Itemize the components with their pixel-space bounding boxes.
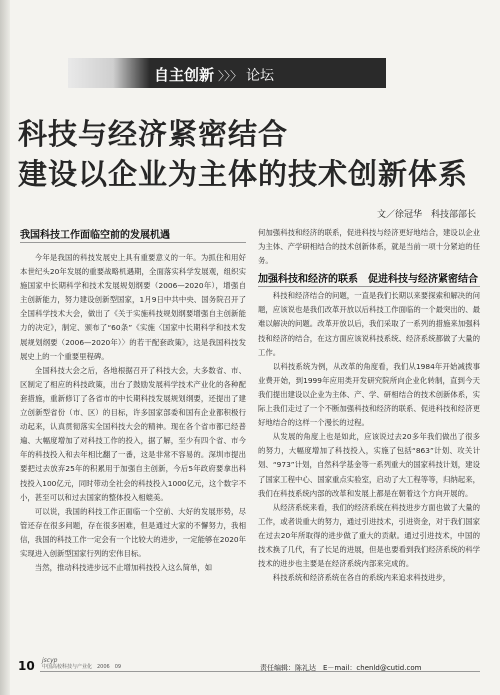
journal-name: 中国高校科技与产业化 2006 09 [42, 664, 122, 670]
byline: 文／徐冠华 科技部部长 [376, 210, 476, 220]
right-column [258, 226, 480, 585]
paragraph: 从发展的角度上也是如此，应该说过去20多年我们做出了很多的努力，大幅度增加了科技投入，实施了包括“863”计划、攻关计划、“973”计划，自然科学基金等一系列重大的国家科技计划，建设了国家工程中心、国家重点实验室，启动了大工程等等，归纳起来，我们在科技系统内部的改革和发展上都是在朝着这个方向开展的。 [258, 432, 480, 498]
editor-credit: 责任编辑：陈礼达 E－mail：chenld@cutid.com [260, 664, 422, 672]
paragraph: 以科技系统为例，从改革的角度看，我们从1984年开始减拨事业费开始，到1999年应用类开发研究院所向企业化转制，直到今天我们提出建设以企业为主体、产、学、研相结合的技术创新体系，实际上我们走过了一个不断加强科技和经济的联系、促进科技和经济更好地结合的这样一个漫长的过程。 [258, 361, 480, 428]
paragraph: 当然，推动科技进步远不止增加科技投入这么简单，如 [34, 563, 213, 573]
banner-column: 论坛 [246, 68, 275, 84]
paragraph: 科技系统和经济系统在各自的系统内来追求科技进步， [272, 573, 451, 583]
article-title-line-1: 科技与经济紧密结合 [18, 117, 289, 151]
journal-info [42, 657, 121, 671]
banner-separator: 〉〉〉 [218, 69, 243, 83]
journal-logo: jscyp [42, 657, 58, 664]
paragraph: 今年是我国的科技发展史上具有重要意义的一年。为抓住和用好本世纪头20年发展的重要战略机遇期，全面落实科学发展观，组织实施国家中长期科学和技术发展规划纲要（2006—2020年），增强自主创新能力，努力建设创新型国家，1月9日中共中央、国务院召开了全国科学技术大会，做出了《关于实施科技规划纲要增强自主创新能力的决定》，制定、颁布了“60条”《实施〈国家中长期科学和技术发展规划纲要（2006—2020年）〉的若干配套政策》，这是我国科技发展史上的一个重要里程碑。 [20, 253, 246, 361]
paragraph: 科技和经济结合的问题，一直是我们长期以来要探索和解决的问题，应该说也是我们改革开放以后科技工作面临的一个最突出的、最难以解决的问题。改革开放以后，我们采取了一系列的措施来加强科技和经济的结合，在这方面应该说科技系统、经济系统都做了大量的工作。 [258, 291, 480, 357]
article-title-line-2: 建设以企业为主体的技术创新体系 [18, 157, 469, 191]
right-section-heading: 加强科技和经济的联系 促进科技与经济紧密结合 [258, 270, 480, 287]
left-section-heading: 我国科技工作面临空前的发展机遇 [20, 226, 246, 243]
banner-text [154, 64, 274, 85]
banner-accent [68, 58, 150, 88]
paragraph: 从经济系统来看，我们的经济系统在科技进步方面也做了大量的工作，或者说重大的努力，通过引进技术，引进资金，对于我们国家在过去20年所取得的进步做了重大的贡献。通过引进技术，中国的技术换了几代，有了长足的进展，但是也要看到我们经济系统的科学技术的进步也主要是在经济系统内部来完成的。 [258, 502, 480, 569]
section-banner [68, 58, 386, 88]
paragraph: 全国科技大会之后，各地根据召开了科技大会，大多数省、市、区制定了相应的科技政策，出台了鼓励发展科学技术产业化的各种配套措施，重新修订了各省市的中长期科技发展规划纲要，还提出了建立创新型省份（市、区）的目标，许多国家部委和国有企业都积极行动起来，认真贯彻落实全国科技大会的精神。现在各个省市都已经普遍、大幅度增加了对科技工作的投入，据了解，至少有四个省、市今年的科技投入和去年相比翻了一番，这是非常不容易的。深圳市提出要把过去放弃25年的积累用于加强自主创新，今后5年政府要拿出科技投入100亿元，同时带动全社会的科技投入1000亿元，这个数字不小，甚至可以和过去国家的整体投入相媲美。 [20, 365, 246, 502]
left-column [20, 226, 246, 575]
paragraph: 可以说，我国的科技工作正面临一个空前、大好的发展形势，尽管还存在很多问题，存在很多困难，但是通过大家的不懈努力，我相信，我国的科技工作一定会有一个比较大的进步，一定能够在2020年实现进入创新型国家行列的宏伟目标。 [20, 506, 246, 558]
page-number: 10 [18, 659, 35, 673]
lead-paragraph: 何加强科技和经济的联系，促进科技与经济更好地结合，建设以企业为主体、产学研相结合的技术创新体系，就是当前一项十分紧迫的任务。 [258, 228, 480, 266]
page-edge-shadow [0, 0, 10, 695]
banner-label: 自主创新 [154, 66, 215, 84]
